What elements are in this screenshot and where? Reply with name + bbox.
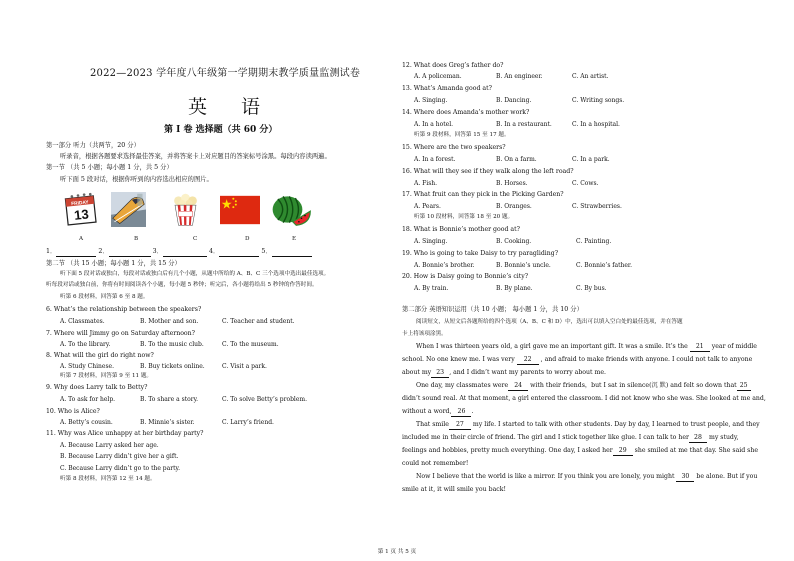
q15-option-c[interactable]: C. In a park. (572, 156, 610, 163)
q19-option-c[interactable]: C. Bonnie’s father. (576, 262, 633, 269)
question-7: 7. Where will Jimmy go on Saturday afternoon? (46, 330, 195, 337)
question-11: 11. Why was Alice unhappy at her birthday party? (46, 430, 204, 437)
q12-option-c[interactable]: C. An artist. (572, 73, 609, 80)
passage-line-1: When I was thirteen years old, a girl gave me an important gift. It was a smile. It’s the 21 year of middle (416, 343, 757, 350)
left-column (46, 0, 386, 561)
section1-heading: 第一节 （共 5 小题；每小题 1 分，共 5 分） (46, 164, 173, 171)
q7-option-c[interactable]: C. To the museum. (222, 341, 279, 348)
q18-option-b[interactable]: B. Cooking. (496, 238, 532, 245)
exam-title: 2022—2023 学年度八年级第一学期期末教学质量监测试卷 (90, 68, 361, 79)
cloze-blank-29[interactable]: 29 (613, 447, 633, 456)
answer-blank-2[interactable] (109, 248, 151, 257)
picture-letter-c: C (193, 236, 198, 242)
calendar-picture (64, 192, 99, 227)
answer-blanks-row (46, 248, 312, 257)
part2-instructions-2: 卡上将该项涂黑。 (402, 331, 447, 337)
answer-blank-1[interactable] (56, 248, 96, 257)
q14-option-b[interactable]: B. In a restaurant. (496, 121, 552, 128)
q10-option-b[interactable]: B. Minnie’s sister. (140, 419, 195, 426)
q15-option-b[interactable]: B. On a farm. (496, 156, 537, 163)
question-20: 20. How is Daisy going to Bonnie’s city? (402, 273, 529, 280)
part2-heading: 第二部分 英语知识运用（共 10 小题； 每小题 1 分，共 10 分） (402, 306, 583, 313)
blank-label-2: 2． (98, 248, 109, 255)
listen-6-note: 听第 6 段材料，回答第 6 至 8 题。 (60, 294, 149, 300)
cloze-blank-21[interactable]: 21 (690, 343, 710, 352)
q7-option-b[interactable]: B. To the music club. (140, 341, 204, 348)
calendar-date-text: 13 (73, 206, 90, 223)
listen-10-note: 听第 10 段材料，回答第 18 至 20 题。 (414, 214, 514, 220)
cloze-blank-27[interactable]: 27 (449, 421, 471, 430)
q14-option-a[interactable]: A. In a hotel. (414, 121, 454, 128)
section2-instructions-2: 听每段对话或独白前，你将有时间阅读各个小题，每小题 5 秒钟；听完后，各小题将给出 5 秒钟的作答时间。 (46, 282, 318, 288)
part1-heading: 第一部分 听力（共两节，20 分） (46, 142, 140, 149)
q9-option-c[interactable]: C. To solve Betty’s problem. (222, 396, 307, 403)
part1-intro: 听录音，根据各题要求选择最佳答案，并将答案卡上对应题目的答案标号涂黑。每段内容读两遍。 (60, 153, 331, 160)
blank-label-1: 1． (46, 248, 57, 255)
passage-line-7: That smile 27 my life. I started to talk with other students. Day by day, I learned to trust people, and they (416, 421, 760, 428)
q18-option-c[interactable]: C. Painting. (576, 238, 612, 245)
q7-option-a[interactable]: A. To the library. (60, 341, 111, 348)
page-footer: 第 1 页 共 5 页 (377, 549, 417, 555)
q19-option-a[interactable]: A. Bonnie’s brother. (414, 262, 475, 269)
part2-instructions-1: 阅读短文，从短文后各题所给的四个选项（A、B、C 和 D）中，选出可以填入空白处的最佳选项，并在答题 (416, 319, 683, 325)
q10-option-a[interactable]: A. Betty’s cousin. (60, 419, 113, 426)
china-flag-picture (220, 193, 260, 227)
q14-option-c[interactable]: C. In a hospital. (572, 121, 620, 128)
q17-option-a[interactable]: A. Pears. (414, 203, 441, 210)
passage-line-11: Now I believe that the world is like a mirror. If you think you are lonely, you might 30 be alone. But if you (416, 473, 758, 480)
question-16: 16. What will they see if they walk along the left road? (402, 168, 574, 175)
question-10: 10. Who is Alice? (46, 408, 100, 415)
cloze-blank-22[interactable]: 22 (517, 356, 539, 365)
cloze-blank-30[interactable]: 30 (676, 473, 694, 482)
q17-option-c[interactable]: C. Strawberries. (572, 203, 622, 210)
answer-blank-4[interactable] (219, 248, 259, 257)
volume-title: 第 I 卷 选择题（共 60 分） (164, 125, 278, 135)
q16-option-b[interactable]: B. Horses. (496, 180, 528, 187)
blank-label-4: 4． (208, 248, 220, 255)
q19-option-b[interactable]: B. Bonnie’s uncle. (496, 262, 551, 269)
passage-line-12: smile at it, it will smile you back! (402, 486, 506, 493)
passage-line-4: One day, my classmates were 24 with their friends，but I sat in silence(沉 默) and felt so down that 25 (416, 382, 751, 391)
q17-option-b[interactable]: B. Oranges. (496, 203, 532, 210)
q20-option-b[interactable]: B. By plane. (496, 285, 533, 292)
cloze-blank-24[interactable]: 24 (508, 382, 528, 391)
question-19: 19. Who is going to take Daisy to try paragliding? (402, 250, 559, 257)
q15-option-a[interactable]: A. In a forest. (414, 156, 456, 163)
q11-option-b[interactable]: B. Because Larry didn’t give her a gift. (60, 453, 179, 460)
popcorn-picture (168, 192, 203, 227)
q12-option-a[interactable]: A. A policeman. (414, 73, 462, 80)
q10-option-c[interactable]: C. Larry’s friend. (222, 419, 274, 426)
passage-line-10: could not remember! (402, 460, 469, 467)
q6-option-b[interactable]: B. Mother and son. (140, 318, 199, 325)
cloze-blank-26[interactable]: 26 (451, 408, 471, 417)
q8-option-a[interactable]: A. Study Chinese. (60, 363, 114, 370)
question-14: 14. Where does Amanda’s mother work? (402, 109, 530, 116)
answer-blank-3[interactable] (163, 248, 207, 257)
cloze-blank-25[interactable]: 25 (737, 382, 751, 391)
q9-option-b[interactable]: B. To share a story. (140, 396, 199, 403)
picture-letter-e: E (292, 236, 297, 242)
question-15: 15. Where are the two speakers? (402, 144, 506, 151)
passage-line-9: feelings and hobbies, pretty much everything. One day, I asked her 29 she smiled at me that day. She said she (402, 447, 759, 454)
passage-line-6: without a word, 26 . (402, 408, 474, 415)
picture-letter-d: D (245, 236, 250, 242)
passage-line-3: about my 23 , and I didn’t want my parents to worry about me. (402, 369, 606, 376)
subject-title: 英 语 (188, 96, 275, 118)
listen-8-note: 听第 8 段材料，回答第 12 至 14 题。 (60, 476, 156, 482)
q13-option-a[interactable]: A. Singing. (414, 97, 448, 104)
section2-instructions-1: 听下面 5 段对话或独白，每段对话或独白后有几个小题，从题中所给的 A、B、C 三个选项中选出最佳选项。 (60, 271, 330, 277)
q11-option-c[interactable]: C. Because Larry didn’t go to the party. (60, 465, 180, 472)
passage-line-2: school. No one knew me. I was very 22 , and afraid to make friends with anyone. I could not talk to anyone (402, 356, 753, 363)
q12-option-b[interactable]: B. An engineer. (496, 73, 543, 80)
question-12: 12. What does Greg’s father do? (402, 62, 504, 69)
right-column (400, 0, 766, 561)
question-8: 8. What will the girl do right now? (46, 352, 154, 359)
calendar-day-text: FRIDAY (71, 200, 89, 208)
answer-blank-5[interactable] (272, 248, 312, 257)
q9-option-a[interactable]: A. To ask for help. (60, 396, 116, 403)
listen-7-note: 听第 7 段材料，回答第 9 至 11 题。 (60, 373, 153, 379)
q20-option-c[interactable]: C. By bus. (576, 285, 607, 292)
watermelon-picture (270, 192, 312, 227)
blank-label-5: 5． (261, 248, 272, 255)
q11-option-a[interactable]: A. Because Larry asked her age. (60, 442, 159, 449)
question-9: 9. Why does Larry talk to Betty? (46, 384, 148, 391)
picture-letter-a: A (79, 236, 84, 242)
q8-option-c[interactable]: C. Visit a park. (222, 363, 267, 370)
listen-9-note: 听第 9 段材料，回答第 15 至 17 题。 (414, 132, 510, 138)
q13-option-b[interactable]: B. Dancing. (496, 97, 532, 104)
cloze-blank-28[interactable]: 28 (689, 434, 707, 443)
train-picture (111, 192, 146, 227)
q20-option-a[interactable]: A. By train. (414, 285, 449, 292)
passage-line-8: included me in their circle of friend. The girl and I stick together like glue. I can talk to her 28 my study, (402, 434, 739, 441)
q16-option-c[interactable]: C. Cows. (572, 180, 599, 187)
question-18: 18. What is Bonnie’s mother good at? (402, 226, 520, 233)
section2-heading: 第二节 （共 15 小题；每小题 1 分，共 15 分） (46, 260, 181, 267)
cloze-blank-23[interactable]: 23 (431, 369, 449, 378)
question-17: 17. What fruit can they pick in the Picking Garden? (402, 191, 564, 198)
q6-option-a[interactable]: A. Classmates. (60, 318, 105, 325)
picture-letter-b: B (134, 236, 139, 242)
q13-option-c[interactable]: C. Writing songs. (572, 97, 625, 104)
blank-label-3: 3． (152, 248, 163, 255)
q18-option-a[interactable]: A. Singing. (414, 238, 448, 245)
q6-option-c[interactable]: C. Teacher and student. (222, 318, 295, 325)
question-13: 13. What’s Amanda good at? (402, 85, 492, 92)
passage-line-5: didn’t sound real. At that moment, a girl entered the classroom. I did not know who she was. She looked at me and, (402, 395, 766, 402)
section1-instructions: 听下面 5 段对话，根据你听到的内容选出相应的图片。 (60, 176, 213, 183)
q16-option-a[interactable]: A. Fish. (414, 180, 438, 187)
question-6: 6. What’s the relationship between the speakers? (46, 306, 202, 313)
q8-option-b[interactable]: B. Buy tickets online. (140, 363, 205, 370)
